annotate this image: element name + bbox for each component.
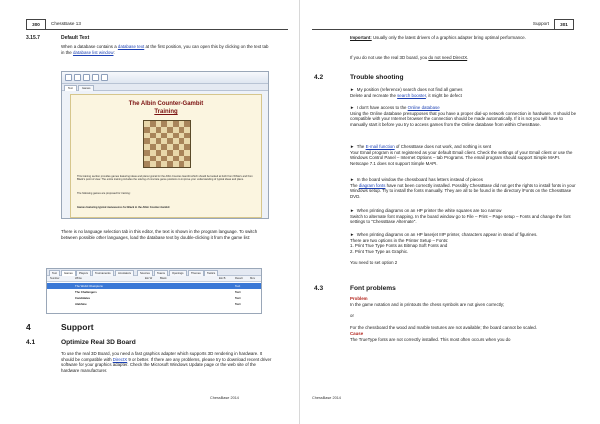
important-text: Usually only the latest drivers of a graphics adapter bring optimal performance. [371,35,526,40]
screenshot-tabs [62,84,268,91]
table-row[interactable] [47,301,261,307]
no-language-paragraph: There is no language selection tab in this editor, the text is shown in the program language. To switch between possible other languages, load the database text by double-clicking it from the game list: [61,229,258,240]
3d-text-1: To use the real 3D Board, you need a fast graphics adapter which supports 3D rendering in hardware. It should be compatible with [61,351,263,362]
section-title: Optimize Real 3D Board [61,339,136,346]
tab-games[interactable]: Games [78,85,94,91]
tab-sources[interactable]: Sources [137,270,153,276]
trouble-item-3 [350,144,578,167]
section-number: 3.15.7 [26,35,40,41]
trouble-body: The [350,182,359,188]
doc-subtitle: Training [154,109,178,115]
trouble-title: I don't have access to the [356,105,408,110]
column-moves[interactable]: Mov [250,277,256,280]
trouble-body-end: , it might be defect [425,92,462,98]
trouble-title: When printing diagrams on an HP printer the white squares are too narrow [356,208,502,213]
column-white[interactable]: White [75,277,82,280]
bullet-icon: ► [350,105,357,110]
column-number[interactable]: Number [50,277,60,280]
intro-text-3: : [113,49,115,55]
tab-teams[interactable]: Teams [154,270,168,276]
important-paragraph [350,35,578,41]
header-title: Support [532,21,549,26]
problem-label: Problem [350,296,368,301]
trouble-item-4 [350,177,578,200]
tab-tactics[interactable]: Tactics [204,270,218,276]
column-black[interactable]: Black [160,277,167,280]
trouble-outro: You need to set option 2 [350,259,398,265]
bullet-icon: ► [350,208,357,213]
section-number: 4.3 [314,285,324,292]
toolbar-icon [92,74,99,81]
column-elo-white[interactable]: Elo W [145,277,153,280]
trouble-item-1 [350,87,578,98]
page-footer: ChessBase 2014 [312,396,341,400]
3d-text-2: 9 or better. If there are any problems, please try to download recent driver software for your graphics adapter. Check the Microsoft Windows Update page or the web site of the hardware manufacturer. [61,356,272,374]
font-problems-block [350,296,578,342]
tab-players[interactable]: Players [76,270,91,276]
note-text-2: . [467,55,469,60]
trouble-body: Your Email program is not registered as your default Email client. Check the settings of your Email client or use the Windows Control Panel – Internet Options – tab Programs. The email program should support Simple MAPI. Netscape 7.1 does not support Simple MAPI. [350,149,573,167]
trouble-body: Switch to alternate font mapping. In the board window go to File – Print – Page setup – Fonts and change the font settings to "ChessBase Alternate". [350,213,571,225]
result-cell: Text [235,296,241,300]
trouble-title: In the board window the chessboard has letters instead of pieces [356,177,483,182]
section-title: Font problems [350,285,396,292]
white-cell: Candidates [75,296,91,300]
problem-text: In the game notation and in printouts the chess symbols are not given correctly; [350,301,505,307]
intro-text-2: at the first position, you can open this by clicking on the text tab in the [61,44,269,55]
result-cell: Text [235,284,241,288]
trouble-body-end: have not been correctly installed. Possibly ChessBase did not get the rights to install fonts in your Windows setup. Try to install the fonts manually. They are all to be found in the directory \Fonts on the ChessBase DVD. [350,182,576,200]
header-title: ChessBase 13 [51,21,81,26]
doc-paragraph: Games featuring typical manoeuvres for Black in the Albin Counter-Gambit [77,206,170,209]
tab-text[interactable]: Text [64,85,77,91]
game-list-header [47,276,261,282]
database-text-document [70,94,262,218]
section-number: 4.1 [26,339,36,346]
trouble-body: There are two options in the Printer Setup – Fonts: [350,237,449,243]
trouble-option: 2. Print True Type as Graphic. [350,249,409,255]
tab-annotators[interactable]: Annotators [115,270,134,276]
tab-themes[interactable]: Themes [188,270,204,276]
page-number: 300 [26,19,46,30]
white-cell: Alekhine [75,302,87,306]
online-database-link[interactable]: Online database [407,105,440,110]
directx-note-paragraph [350,55,578,61]
important-label: Important: [350,35,372,40]
chessboard-diagram [143,120,191,168]
bullet-icon: ► [350,177,357,182]
search-booster-link[interactable]: search booster [397,92,426,98]
trouble-item-5 [350,208,578,225]
section-title: Trouble shooting [350,74,404,81]
right-page [300,0,600,424]
email-function-link[interactable]: E-mail function [365,144,395,149]
result-cell: Text [235,290,241,294]
tab-openings[interactable]: Openings [169,270,187,276]
column-elo-black[interactable]: Elo B [219,277,226,280]
toolbar-icon [74,74,81,81]
intro-paragraph [61,44,271,55]
page-header [312,20,574,30]
game-list-tabs [47,269,261,276]
trouble-title: When printing diagrams on an HP laserjet IIIP printer, characters appear in stead of figurines. [356,232,538,237]
or-text: or [350,313,354,319]
bullet-icon: ► [350,87,357,92]
tab-text[interactable]: Text [49,270,60,276]
tab-tournaments[interactable]: Tournaments [92,270,114,276]
trouble-body: Using the Online database presupposes that you have a proper dial-up network connection in hardware. It should be compatible with your Internet browser the connection should be made automatically. If it is not you will have to manually start it before you try to access games from the Online database from within ChessBase. [350,110,577,128]
bullet-icon: ► [350,232,357,237]
toolbar-icon [83,74,90,81]
note-underlined: do not need DirectX [428,55,468,60]
trouble-title: The [356,144,366,149]
doc-paragraph: The following games are proposed for training: [77,192,131,195]
toolbar-icon [101,74,108,81]
toolbar-icon [65,74,72,81]
3d-board-paragraph [61,351,273,374]
page-footer: ChessBase 2014 [210,396,239,400]
trouble-item-6 [350,232,578,266]
trouble-option: 1. Print True Type Fonts as Bitmap Soft Fonts and [350,243,448,249]
doc-title: The Albin Counter-Gambit [128,101,204,107]
game-list-screenshot [46,268,262,314]
section-title: Default Text [61,35,90,41]
chapter-title: Support [61,322,94,332]
tab-games[interactable]: Games [61,270,76,276]
cause-text: The TrueType fonts are not correctly installed. This most often occurs when you do [350,336,511,342]
white-cell: The World Champions [75,284,103,288]
cause-label: Cause [350,330,364,336]
diagram-fonts-link[interactable]: diagram fonts [358,182,386,188]
trouble-title: My position (reference) search does not find all games [356,87,463,92]
chapter-number: 4 [26,322,31,332]
white-cell: The Challengers [75,290,97,294]
problem-text: For the chessboard the wood and marble textures are not available; the board cannot be scaled. [350,325,537,331]
board-square [184,161,190,167]
result-cell: Text [235,302,241,306]
section-number: 4.2 [314,74,324,81]
page-number: 301 [554,19,574,30]
column-result[interactable]: Result [235,277,243,280]
trouble-title-end: of ChessBase does not work, and nothing is sent [394,144,492,149]
trouble-body: Delete and recreate the [350,92,398,98]
database-list-window-link[interactable]: database list window [72,49,114,55]
database-text-link[interactable]: database text [117,44,145,49]
trouble-item-2 [350,105,578,128]
intro-text-1: When a database contains a [61,44,118,49]
screenshot-toolbar [62,72,268,84]
bullet-icon: ► [350,144,357,149]
directx-link[interactable]: DirectX [112,356,128,362]
note-text-1: If you do not use the real 3D board, you [350,55,429,60]
page-header [26,20,288,30]
doc-paragraph: This training section provides games featuring ideas and plans typical for the Albin Counter-Gambit which should be looked at both from White's and from Black's point of view. The entire training includes the solving of concrete game positions to improve your understanding of typical ideas and plans. [77,175,253,182]
text-tab-screenshot [61,71,269,219]
